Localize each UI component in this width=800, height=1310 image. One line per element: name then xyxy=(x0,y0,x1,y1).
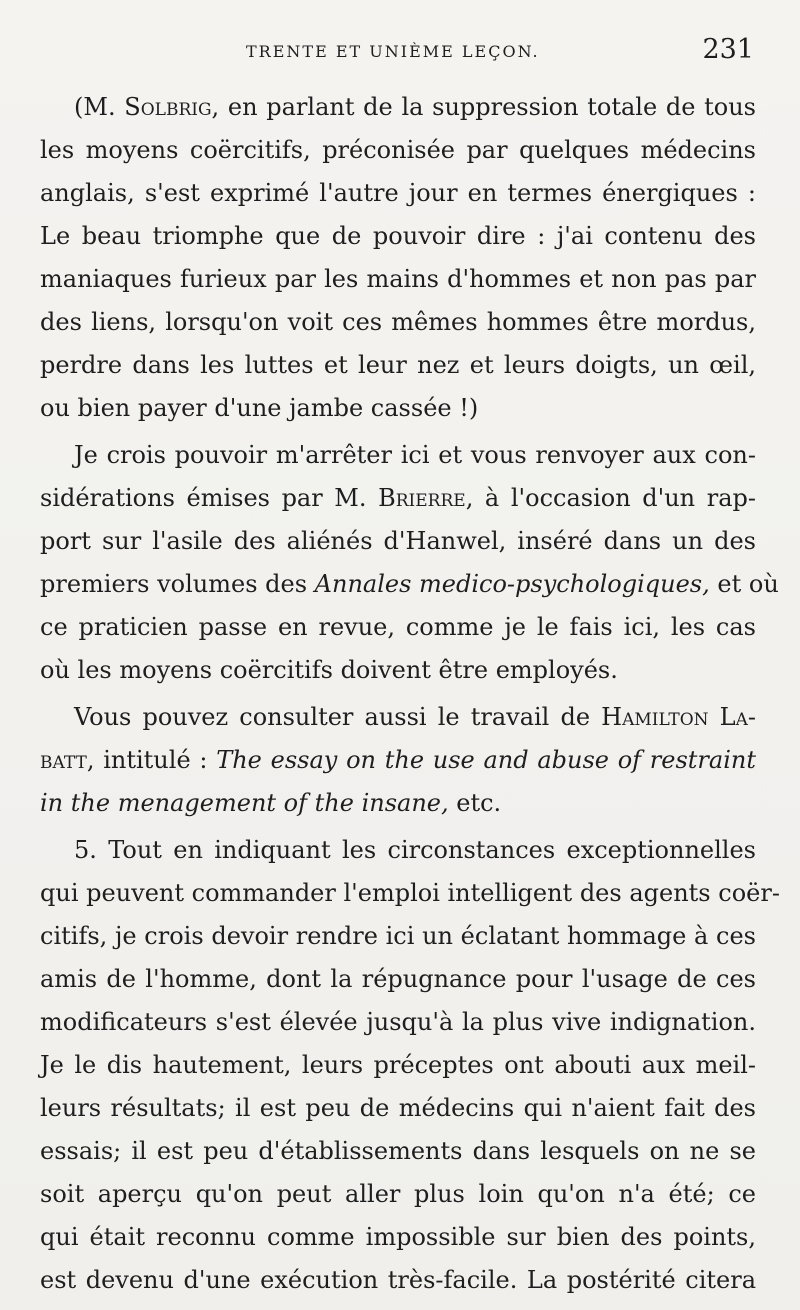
text-segment: qui était reconnu comme impossible sur bien des points, xyxy=(40,1223,756,1251)
text-segment: ou bien payer d'une jambe cassée !) xyxy=(40,394,479,422)
text-line xyxy=(40,387,756,430)
text-segment: les moyens coërcitifs, préconisée par quelques médecins xyxy=(40,136,756,164)
text-segment: Je crois pouvoir m'arrêter ici et vous renvoyer aux con- xyxy=(74,441,756,469)
text-line xyxy=(40,344,756,387)
text-segment: Brierre xyxy=(378,484,466,512)
text-segment: qui peuvent commander l'emploi intelligent des agents coër- xyxy=(40,879,780,907)
text-segment: Solbrig xyxy=(124,93,212,121)
text-segment: modificateurs s'est élevée jusqu'à la plus vive indignation. xyxy=(40,1008,756,1036)
text-segment: sidérations émises par M. xyxy=(40,484,379,512)
text-segment: Hamilton La- xyxy=(601,703,756,731)
text-line xyxy=(40,1130,756,1173)
text-segment: amis de l'homme, dont la répugnance pour l'usage de ces xyxy=(40,965,756,993)
text-line xyxy=(40,1044,756,1087)
text-line xyxy=(40,258,756,301)
text-segment: des liens, lorsqu'on voit ces mêmes hommes être mordus, xyxy=(40,308,756,336)
text-line xyxy=(40,649,756,692)
text-line xyxy=(40,477,756,520)
text-segment: (M. xyxy=(74,93,125,121)
text-line xyxy=(40,301,756,344)
text-line xyxy=(40,172,756,215)
text-line xyxy=(40,915,756,958)
text-segment: Je le dis hautement, leurs préceptes ont abouti aux meil- xyxy=(40,1051,756,1079)
page-header xyxy=(40,34,760,74)
text-line xyxy=(40,520,756,563)
text-line xyxy=(40,606,756,649)
text-segment: leurs résultats; il est peu de médecins qui n'aient fait des xyxy=(40,1094,756,1122)
text-line xyxy=(40,563,779,606)
text-segment: ce praticien passe en revue, comme je le fais ici, les cas xyxy=(40,613,756,641)
text-line xyxy=(40,1259,756,1302)
text-segment: in the menagement of the insane, xyxy=(40,789,449,817)
text-segment: est devenu d'une exécution très-facile. La postérité citera xyxy=(40,1266,756,1294)
running-title: TRENTE ET UNIÈME LEÇON. xyxy=(246,42,540,61)
text-segment: 5. Tout en indiquant les circonstances exceptionnelles xyxy=(74,836,756,864)
text-line xyxy=(40,434,756,477)
text-line xyxy=(40,958,756,1001)
text-line xyxy=(40,129,756,172)
text-line xyxy=(40,215,756,258)
text-segment: et où xyxy=(709,570,779,598)
text-segment: , intitulé : xyxy=(86,746,217,774)
text-segment: etc. xyxy=(448,789,502,817)
text-segment: Le beau triomphe que de pouvoir dire : j'ai contenu des xyxy=(40,222,756,250)
page-number: 231 xyxy=(702,34,754,65)
text-line xyxy=(40,86,756,129)
text-segment: où les moyens coërcitifs doivent être employés. xyxy=(40,656,618,684)
text-line xyxy=(40,1216,756,1259)
text-line xyxy=(40,1001,756,1044)
text-segment: essais; il est peu d'établissements dans lesquels on ne se xyxy=(40,1137,756,1165)
text-segment: premiers volumes des xyxy=(40,570,315,598)
text-segment: citifs, je crois devoir rendre ici un éclatant hommage à ces xyxy=(40,922,756,950)
text-segment: soit aperçu qu'on peut aller plus loin qu'on n'a été; ce xyxy=(40,1180,756,1208)
text-segment: , en parlant de la suppression totale de tous xyxy=(211,93,756,121)
text-line xyxy=(40,1087,756,1130)
text-line xyxy=(40,1173,756,1216)
text-segment: Annales medico-psychologiques, xyxy=(314,570,710,598)
text-segment: batt xyxy=(40,746,87,774)
text-segment: maniaques furieux par les mains d'hommes et non pas par xyxy=(40,265,756,293)
text-segment: anglais, s'est exprimé l'autre jour en termes énergiques : xyxy=(40,179,756,207)
text-line xyxy=(40,829,756,872)
text-segment: perdre dans les luttes et leur nez et leurs doigts, un œil, xyxy=(40,351,756,379)
text-line xyxy=(40,782,756,825)
text-segment: port sur l'asile des aliénés d'Hanwel, inséré dans un des xyxy=(40,527,756,555)
text-line xyxy=(40,696,756,739)
text-line xyxy=(40,872,780,915)
body-text xyxy=(40,86,780,1302)
text-line xyxy=(40,739,756,782)
text-segment: The essay on the use and abuse of restraint xyxy=(216,746,756,774)
text-segment: Vous pouvez consulter aussi le travail de xyxy=(74,703,602,731)
text-segment: , à l'occasion d'un rap- xyxy=(465,484,756,512)
